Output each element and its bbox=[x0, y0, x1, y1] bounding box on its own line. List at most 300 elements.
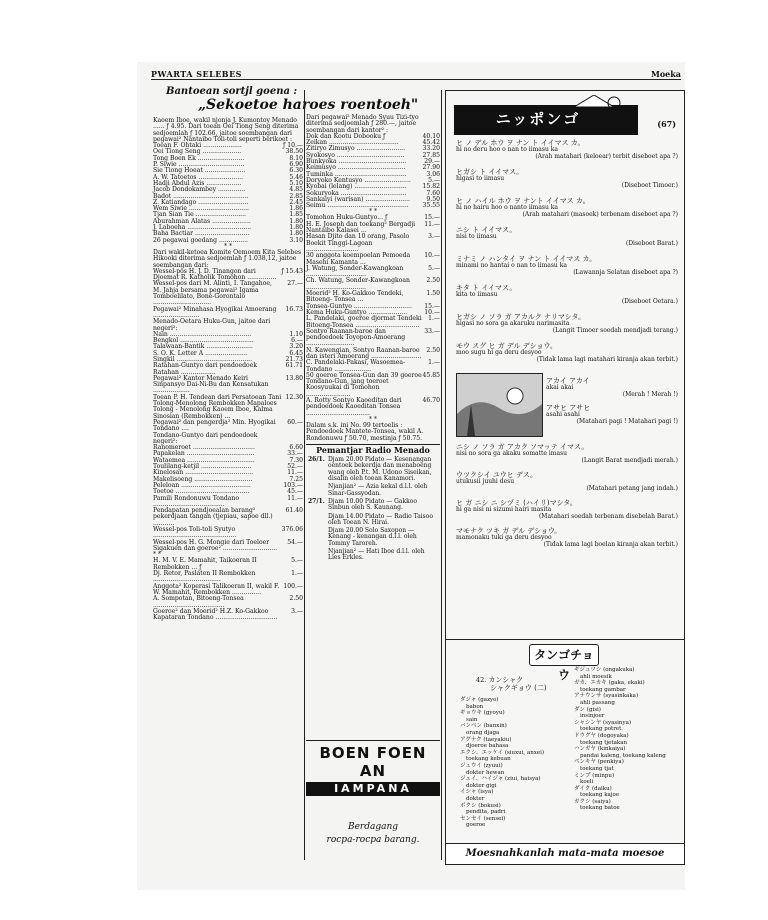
ledger-amount: 100.— bbox=[283, 582, 303, 590]
phrase-kana: ニシ ト イイマス。 bbox=[456, 226, 517, 234]
ledger-row bbox=[153, 508, 303, 527]
ledger-item: Wem Siwie ............................... bbox=[153, 205, 249, 213]
vocab-entry: ギョウキ (gyoyu) bbox=[460, 710, 505, 717]
vocab-entry: ギジュツシ (ongakuka) bbox=[574, 667, 635, 673]
ledger-amount: 7.30 bbox=[289, 456, 303, 464]
ledger-item: Nain .......................................... bbox=[153, 330, 252, 338]
ledger-item: Tjan Sian Tie .......................... bbox=[153, 211, 246, 219]
ledger-item: Sankaiyi (warisan) ....................... bbox=[306, 195, 410, 203]
ledger-amount: 9.50 bbox=[426, 195, 440, 203]
ledger-item: 26 pegawai goedang ............... bbox=[153, 236, 248, 244]
radio-date: 27/1. bbox=[308, 497, 325, 505]
phrase-kana: ヒ ノ デル ホウ ヲ ナン ト イイマス カ。 bbox=[456, 139, 585, 147]
ledger-amount: 15.— bbox=[424, 214, 440, 222]
vocab-entry: sain bbox=[466, 716, 478, 723]
vocab-entry: ダジャ (gazyo) bbox=[460, 697, 499, 703]
ledger-row bbox=[306, 329, 440, 348]
ledger-amount: ƒ 10.— bbox=[283, 142, 303, 150]
ledger-item: A. Sompotan, Bitoeng-Tonsea ..................................... bbox=[153, 595, 244, 609]
radio-row bbox=[308, 514, 438, 527]
vocab-entry: toekang potret bbox=[580, 726, 622, 733]
ledger-amount: 11.— bbox=[424, 220, 440, 228]
nippongo-column bbox=[445, 90, 685, 865]
ledger-amount: 12.30 bbox=[285, 393, 303, 401]
phrase-romaji: hi no hairu hoo o nanto iimasu ka bbox=[456, 204, 558, 211]
ledger-amount: 46.70 bbox=[422, 397, 440, 405]
ledger-item: Wessel-pos H. G. Mongie dari Toeloer Sigakuen dan goeroe² ............................ bbox=[153, 538, 278, 552]
radio-title: Pemantjar Radio Menado bbox=[316, 444, 430, 455]
ledger-amount: 1.50 bbox=[426, 290, 440, 298]
vocab-entry: ダイク (daiku) bbox=[574, 785, 612, 792]
banner-title: ニッポンゴ bbox=[495, 110, 581, 128]
radio-date: 26/1. bbox=[308, 456, 325, 464]
vocab-entry: toekang tjetakan bbox=[580, 739, 628, 746]
ledger-amount: 3.20 bbox=[289, 343, 303, 351]
ad-line-2: rocpa-rocpa barang. bbox=[326, 835, 420, 845]
ledger-amount: 45.42 bbox=[422, 139, 440, 147]
ledger-item: Tomohon Huku-Guntyo... ƒ bbox=[306, 214, 388, 222]
ledger-amount: 3.10 bbox=[289, 236, 303, 244]
ledger-item: Tonsea-Guntyo .............................. bbox=[306, 302, 412, 310]
ledger-item: Tondano-Guntyo dari pendoedoek negeri²: bbox=[153, 431, 258, 445]
ledger-item: Menado-Oetara Huku-Gun, jaitoe dari negeri²: bbox=[153, 318, 271, 332]
phrase bbox=[456, 499, 678, 520]
column-a bbox=[153, 118, 303, 621]
ledger-amount: 1.80 bbox=[289, 217, 303, 225]
ledger-amount bbox=[281, 319, 303, 332]
ledger-amount: 3.— bbox=[428, 233, 440, 241]
column-divider bbox=[304, 90, 305, 860]
ledger-row bbox=[306, 398, 440, 417]
ledger-item: Toetoe ...................................... bbox=[153, 488, 250, 496]
ledger-amount: 2.50 bbox=[289, 595, 303, 603]
radio-row bbox=[308, 457, 438, 482]
phrase bbox=[456, 313, 678, 334]
ledger-amount: 1.— bbox=[428, 359, 440, 367]
ledger-item: Seimu .......................................... bbox=[306, 202, 409, 210]
ledger-amount: 376.06 bbox=[281, 526, 303, 533]
footer-slogan: Moesnahkanlah mata-mata moesoe bbox=[446, 843, 684, 864]
ledger-item: Bengkol ...................................... bbox=[153, 337, 254, 345]
header-rule bbox=[151, 79, 681, 80]
phrase-translation: (Diseboet Timoer.) bbox=[621, 181, 678, 189]
ledger-row bbox=[153, 319, 303, 332]
vocab-entry: ミンプ (minpu) bbox=[574, 772, 615, 779]
ledger-amount: 27.— bbox=[287, 280, 303, 288]
erratum-note: Dalam s.k. ini No. 99 tertoelis : Pendoedoek Mantete-Tonsea, wakil A. Rondonuwu ƒ 50.70, mestinja ƒ 50.75. bbox=[306, 421, 424, 442]
rule bbox=[446, 639, 684, 640]
phrase-translation: (Diseboet Barat.) bbox=[625, 239, 678, 247]
ledger-row bbox=[306, 253, 440, 266]
phrase-kana: アカイ アカイ bbox=[546, 377, 590, 385]
ledger-row bbox=[306, 234, 440, 253]
ledger-item: Pegawai² Minahasa Hyogikai Amoerang ........................ bbox=[153, 305, 277, 319]
vocab-entry: ガカ、エカキ (gaka, ekaki) bbox=[574, 680, 645, 687]
ledger-item: Anggota² Koperasi Talikoeran II, wakil F. W. Mamahit, Rembokken ............... bbox=[153, 582, 280, 596]
ledger-amount: 15.— bbox=[424, 302, 440, 310]
sunrise-illustration bbox=[456, 373, 543, 437]
ledger-amount: 45.— bbox=[287, 488, 303, 496]
ad-title: BOEN FOEN AN bbox=[319, 744, 427, 780]
vocab-entry: dokter bbox=[466, 795, 485, 802]
ledger-amount: 103.— bbox=[283, 481, 303, 489]
ledger-item: * * bbox=[153, 551, 162, 559]
vocab-entry: pandai kaleng, toekang kaleng bbox=[580, 752, 666, 759]
ledger-amount: 1.— bbox=[291, 570, 303, 578]
vocab-entry: koeli bbox=[580, 779, 594, 786]
boen-foen-an-ad bbox=[306, 740, 440, 845]
ledger-amount: 45.85 bbox=[422, 371, 440, 379]
vocab-entry: ジュウイ (zyuui) bbox=[460, 762, 503, 769]
ledger-item: N. Kawengian, Sontyo Raanan-baroe dan isteri Amoerang .......................... bbox=[306, 346, 422, 360]
masthead: PWARTA SELEBES bbox=[151, 69, 242, 79]
vocab-list-left bbox=[460, 697, 560, 829]
phrase-romaji: higasi to iimasu bbox=[456, 175, 505, 182]
phrase-kana: ミナミ ノ ハンタイ ヲ ナン ト イイマス カ。 bbox=[456, 255, 597, 263]
ledger-item: Goeroe² dan Moerid² H.Z. Ko-Gakkoo Kapataran Tondano ................................ bbox=[153, 607, 278, 622]
separator: * * bbox=[369, 415, 377, 423]
ledger-row bbox=[306, 316, 440, 329]
radio-date bbox=[308, 514, 326, 527]
ledger-row bbox=[153, 527, 303, 540]
ledger-amount: 33.— bbox=[287, 450, 303, 458]
radio-row bbox=[308, 499, 438, 512]
vocab-entry: シャシンヤ (syasinya) bbox=[574, 719, 632, 726]
radio-row bbox=[308, 484, 438, 497]
phrase bbox=[456, 284, 678, 305]
ledger-amount: 3.06 bbox=[426, 170, 440, 178]
phrase bbox=[546, 404, 678, 425]
ledger-item: Hasan Djito dan 10 orang, Pasolo Boekit Tinggi-Lagoan ........................... bbox=[306, 233, 410, 253]
phrase-translation: (Tidak lama lagi boelan kiranja akan terbit.) bbox=[543, 540, 678, 548]
vocab-entry: goeroe bbox=[466, 822, 486, 829]
vocab-entry: ペンキヤ (penkiya) bbox=[574, 759, 624, 766]
ledger-amount: 27.90 bbox=[422, 164, 440, 172]
phrase-romaji: hi ga nisi ni sizumi hairi masita bbox=[456, 506, 552, 513]
ledger-item: Syokosyo ................................... bbox=[306, 151, 405, 159]
ledger-amount: 1.10 bbox=[289, 330, 303, 338]
ledger-item: Sie Tiong Hoeat ..................... bbox=[153, 167, 246, 175]
ledger-amount: 1.85 bbox=[289, 211, 303, 219]
phrase bbox=[546, 377, 678, 398]
phrase-romaji: moo sugu hi ga deru desyoo bbox=[456, 349, 542, 356]
ledger-amount: ƒ 15.43 bbox=[281, 267, 303, 275]
ledger-row bbox=[306, 360, 440, 373]
phrase-kana: モウ スグ ヒ ガ デル デショウ。 bbox=[456, 342, 557, 350]
ledger-item: Kinelosan ................................... bbox=[153, 469, 254, 477]
vocab-entry: ダン (gisi) bbox=[574, 706, 601, 713]
ledger-item: Kema Huku-Guntyo .................... bbox=[306, 308, 408, 316]
radio-date bbox=[308, 528, 326, 547]
ad-line-1: Berdagang bbox=[347, 822, 399, 832]
ledger-item: Toean P. H. Tendean dari Persatoean Tani Tolong-Menolong Rembokken Mapaloes Tolong - Menolong Kaoem Iboe, Kalma Sinosian (Rembokken) ... bbox=[153, 393, 282, 420]
vocab-kana-1: カンシャク bbox=[488, 676, 524, 684]
ledger-row bbox=[153, 571, 303, 584]
vocab-entry: toekang kebuan bbox=[466, 756, 511, 763]
column-a-para2: Dari wakil-ketoea Komite Oemoem Kita Selebes Hikooki diterima sedjoemlah ƒ 1.038,12, jaitoe soembangan dari: bbox=[153, 248, 302, 269]
page-label: Moeka bbox=[650, 69, 681, 79]
phrase-kana: ニシ ノ ソラ ガ アカク ソマッテ イマス。 bbox=[456, 443, 589, 451]
ledger-amount: 3.— bbox=[291, 607, 303, 615]
vocab-entry: pendita, padri bbox=[466, 809, 506, 816]
ledger-item: Kyobai (lelang) ........................... bbox=[306, 183, 407, 191]
phrase bbox=[456, 342, 678, 363]
column-b bbox=[306, 115, 440, 564]
radio-program: Njanjian² — Hati Iboe d.l.l. oleh Lies Erkles. bbox=[328, 548, 425, 562]
ledger-amount: 5.46 bbox=[289, 173, 303, 181]
ledger-amount: 6.45 bbox=[289, 349, 303, 357]
ledger-item: A. Rotty Sontyo Kaoeditan dari pendoedoek Kaoeditan Tonsea ................................. bbox=[306, 397, 402, 417]
ledger-amount: 29.— bbox=[424, 158, 440, 166]
phrase bbox=[456, 197, 678, 218]
radio-program: Djam 20.00 Pidato — Kesenangan oentoek bekerdja dan menaboeng wang oleh P.t. M. Udono Siseikan, disalin oleh toean Kanamori. bbox=[328, 456, 432, 483]
ledger-item: H. E. Joseph dan toekang² Bergadji Nantaibo Kalasei ... bbox=[306, 220, 416, 235]
ledger-amount: 2.50 bbox=[426, 277, 440, 285]
ledger-amount: 33.— bbox=[424, 327, 440, 335]
vocab-entry: ahli moesik bbox=[580, 673, 612, 680]
column-b-intro: Dari pegawai² Menado Syuu Tizi-tyo diterima sedjoemlah ƒ 280.—, jaitoe soembangan dari kantor² : bbox=[306, 114, 419, 134]
ledger-item: Doryoko Kentusyo ........................ bbox=[306, 176, 411, 184]
article-kicker: Bantoean sortjl goena : bbox=[166, 86, 298, 97]
phrase-kana: アサヒ アサヒ bbox=[546, 404, 591, 412]
ledger-amount: 1.80 bbox=[289, 230, 303, 238]
column-a-intro: Kaoem Iboe, wakil njonja J. Kumontoy Menado ...... ƒ 4.95. Dari toean Oei Tiong Seng diterima sedjoemlah ƒ 102.66, jaitoe soembangan dari pegawai² Nantaibo Toli-toli seperti berikoet : bbox=[153, 117, 299, 143]
ledger-amount: 1.86 bbox=[289, 205, 303, 213]
ledger-amount: 6.— bbox=[291, 337, 303, 345]
lesson-block-2 bbox=[456, 443, 678, 555]
phrase-romaji: nisi to iimasu bbox=[456, 233, 497, 240]
ledger-item: Wessel-pos Toli-toli Syutyo ........................................... bbox=[153, 526, 237, 540]
ledger-item: Ratahan-Guntyo dari pendoedoek Ratahan .................. bbox=[153, 362, 258, 376]
ledger-row bbox=[153, 281, 303, 306]
ledger-amount: 35.55 bbox=[422, 202, 440, 210]
ledger-amount: 6.60 bbox=[289, 444, 303, 452]
ledger-item: H. M. V. E. Mamahit, Taikoeran II Rembokken ... ƒ bbox=[153, 557, 257, 571]
ledger-item: A. W. Tatoetos ....................... bbox=[153, 173, 244, 181]
ledger-amount: 16.73 bbox=[285, 305, 303, 313]
ledger-item: Z. Katiandago .......................... bbox=[153, 198, 249, 206]
akai-verse bbox=[546, 377, 678, 431]
separator: * * bbox=[224, 242, 232, 250]
ledger-amount: 61.40 bbox=[285, 507, 303, 515]
landscape-icon bbox=[457, 374, 542, 436]
vocab-entry: ボクシ (bokusi) bbox=[460, 802, 501, 809]
vocab-entry: insinjoer bbox=[580, 713, 605, 720]
ledger-amount: 1.80 bbox=[289, 224, 303, 232]
ledger-item: Badot ....................................... bbox=[153, 192, 249, 200]
ledger-item: Oei Tiong Seng .................... bbox=[153, 148, 242, 156]
ledger-item: 50 goeroe Tonsea-Gun dan 39 goeroe Tondano-Gun, jang toeroet Koosyuukai di Tomohon ....................... bbox=[306, 371, 422, 398]
ledger-amount: 2.85 bbox=[289, 192, 303, 200]
phrase bbox=[456, 471, 678, 492]
phrase-translation: (Arah matahari (keloear) terbit diseboet apa ?) bbox=[535, 152, 678, 160]
vocab-entry: ハンガヤ (kinkaiya) bbox=[574, 746, 626, 753]
ledger-amount: 2.50 bbox=[426, 346, 440, 354]
phrase-translation: (Langit Barat mendjadi merah.) bbox=[581, 456, 678, 464]
ledger-amount: 4.85 bbox=[289, 186, 303, 194]
ledger-amount: 21.73 bbox=[285, 355, 303, 363]
radio-row bbox=[308, 549, 438, 562]
vocab-entry: toekang gambar bbox=[580, 686, 626, 693]
vocab-entry: バンベン (banxin) bbox=[460, 723, 507, 730]
ledger-item: Wataemea ................................... bbox=[153, 456, 255, 464]
vocab-entry: dokter gigi bbox=[466, 782, 497, 789]
ledger-amount: 10.— bbox=[424, 308, 440, 316]
ledger-row bbox=[153, 395, 303, 420]
radio-program: Djam 14.00 Pidato — Radio Taisoo oleh Toean N. Hirai. bbox=[328, 512, 433, 526]
ledger-item: L. Pandelaki, goeroe djormat Tendeki Bitoeng-Tonsea ................................. bbox=[306, 315, 422, 329]
vocab-heading: タンゴチョウ bbox=[529, 644, 599, 666]
ledger-amount: 61.71 bbox=[285, 362, 303, 370]
phrase-translation: (Langit Timoer soedah mendjadi terang.) bbox=[552, 326, 678, 334]
donation-list-b2 bbox=[306, 215, 440, 417]
ledger-amount: 15.82 bbox=[422, 183, 440, 191]
ledger-item: Zeikan .................................... bbox=[306, 139, 399, 147]
ledger-item: Toean F. Ohtaki .................... bbox=[153, 142, 242, 150]
phrase bbox=[456, 527, 678, 548]
ledger-amount: 54.— bbox=[287, 538, 303, 546]
ledger-amount: 27.85 bbox=[422, 151, 440, 159]
ledger-item: J. Laboeha ................................. bbox=[153, 224, 252, 232]
phrase-kana: キタ ト イイマス。 bbox=[456, 284, 517, 292]
ledger-item: Hadji Abdul Azis .................. bbox=[153, 179, 242, 187]
radio-program: Djam 10.00 Pidato — Gakkoo Sinbun oleh S. Kaunang. bbox=[328, 497, 418, 512]
radio-program: Djam 20.00 Solo Saxopon — Kenang - kenangan d.l.l. oleh Tommy Taroreh. bbox=[328, 527, 417, 547]
ledger-item: Baha Bactiar ............................ bbox=[153, 230, 250, 238]
ledger-amount: 33.20 bbox=[422, 145, 440, 153]
ledger-amount: 8.10 bbox=[289, 154, 303, 162]
ledger-item: S. O. K. Letter A ...................... bbox=[153, 349, 248, 357]
ledger-item: Papakelan ................................... bbox=[153, 450, 255, 458]
ledger-item: Wessel-pos dari M. Alinti, I. Tangahoe, M. Jahja bersama pegawai² Igama Tomboelilato, Bone-Gorontalo .............................. bbox=[153, 280, 272, 307]
ledger-item: Sontyo Raanan-baroe dan pendoedoek Toyopon-Amoerang ......................... bbox=[306, 327, 406, 348]
phrase-translation: (Matahari petang jang indah.) bbox=[586, 484, 678, 492]
phrase-translation: (Matahari soedah terbenam disebelah Barat.) bbox=[538, 512, 678, 520]
ledger-item: 30 anggota koempoelan Pemoeda Masehi Kamanta ... bbox=[306, 252, 411, 266]
vocab-entry: ahli passang bbox=[580, 699, 615, 706]
ledger-item: Pamili Rondonuwu Tondano ..................................... bbox=[153, 494, 240, 508]
phrase-kana: ヒ ノ ハイル ホウ ヲ ナント イイマス カ。 bbox=[456, 197, 590, 205]
radio-date bbox=[308, 484, 326, 497]
lesson-block-1 bbox=[456, 139, 678, 371]
phrase-translation: (Arah matahari (masoek) terbenam diseboet apa ?) bbox=[522, 210, 678, 218]
ledger-item: Makelisoeng .............................. bbox=[153, 475, 253, 483]
ledger-item: Pegawai² Kantor Menado Keiri Sinpansyo Dai-Ni-Bu dan Kensatukan ................... bbox=[153, 374, 269, 395]
phrase-translation: (Lawannja Selatan diseboet apa ?) bbox=[573, 268, 678, 276]
ledger-item: Zitiryo Zimusyo ......................... bbox=[306, 145, 406, 153]
ledger-amount: 1.— bbox=[428, 315, 440, 323]
ledger-item: Peleloan .................................... bbox=[153, 481, 251, 489]
phrase bbox=[456, 168, 678, 189]
ledger-item: Sokuryoka .................................. bbox=[306, 189, 407, 197]
ledger-item: Dok dan Kootu Dobooku ƒ bbox=[306, 132, 386, 140]
phrase-romaji: minami no hantai o nan to iimasu ka bbox=[456, 262, 567, 269]
column-divider bbox=[441, 90, 442, 860]
vocab-entry: アグナク (taeyakiu) bbox=[460, 736, 512, 743]
radio-row bbox=[308, 528, 438, 547]
ledger-item: Ch. Watung, Sonder-Kawangkoan ............................... bbox=[306, 277, 410, 291]
ledger-amount: 52.— bbox=[287, 463, 303, 471]
phrase bbox=[456, 443, 678, 464]
vocab-entry: toekang kajoe bbox=[580, 792, 620, 799]
phrase-translation: (Tidak lama lagi matahari kiranja akan terbit.) bbox=[536, 355, 678, 363]
ledger-item: Wessel-pos H. J. D. Tinangon dari Djoemat R. Katholik Tomohon ............... bbox=[153, 267, 277, 282]
ledger-amount: 13.80 bbox=[285, 374, 303, 382]
ledger-row bbox=[153, 363, 303, 376]
ledger-row bbox=[153, 540, 303, 553]
phrase-romaji: higasi no sora ga akaruku narimasita bbox=[456, 320, 570, 327]
phrase bbox=[456, 255, 678, 276]
phrase-romaji: nisi no sora ga akaku somatte imasu bbox=[456, 450, 568, 457]
ledger-amount: 10.— bbox=[424, 252, 440, 260]
vocab-entry: djoeroe bahasa bbox=[466, 743, 509, 750]
ledger-amount: 5.— bbox=[428, 264, 440, 272]
radio-program: Njanjian² — Azia kekal d.l.l. oleh Sinar-Gassyodan. bbox=[328, 483, 428, 497]
issue-number: (67) bbox=[657, 119, 676, 129]
phrase bbox=[456, 139, 678, 160]
phrase-romaji: mamonaku tuki ga deru desyoo bbox=[456, 534, 552, 541]
phrase-romaji: kita to iimasu bbox=[456, 291, 498, 298]
rule bbox=[306, 740, 440, 741]
vocab-number: 42. bbox=[476, 676, 487, 684]
vocab-entry: イシャ (isya) bbox=[460, 789, 494, 796]
ledger-amount: 7.60 bbox=[426, 189, 440, 197]
ledger-amount: 11.— bbox=[287, 494, 303, 502]
vocab-entry: babon bbox=[466, 703, 484, 710]
ledger-item: Pegawai² dan pengerdja² Min. Hyogikai Tondano .... bbox=[153, 418, 276, 433]
ledger-item: Aburahman Alatas .................... bbox=[153, 217, 251, 225]
ledger-item: Dj. Retor, Paslaten II Rembokken ................................... bbox=[153, 570, 256, 584]
vocab-entry: センセイ (sensei) bbox=[460, 815, 506, 822]
phrase-kana: ウツクシイ ユウヒ デス。 bbox=[456, 471, 537, 479]
ledger-item: Jacob Dondokambey .............. bbox=[153, 186, 246, 194]
phrase bbox=[456, 226, 678, 247]
phrase-romaji: hi no deru hoo o nan to iimasu ka bbox=[456, 146, 558, 153]
vocab-kana-2: シャクギョウ (二) bbox=[490, 684, 547, 692]
ledger-item: J. Watung, Sonder-Kawangkoan ............................... bbox=[306, 264, 404, 279]
ledger-amount: 2.45 bbox=[289, 198, 303, 206]
vocab-entry: dokter hewan bbox=[466, 769, 505, 776]
vocab-entry: ジュイ、ハイジャ (ziui, haisya) bbox=[460, 776, 541, 783]
ledger-row bbox=[153, 420, 303, 433]
ledger-row bbox=[306, 373, 440, 398]
phrase-kana: ヒガシ ノ ソラ ガ アカルク ナリマシタ。 bbox=[456, 313, 586, 321]
ledger-row bbox=[153, 376, 303, 395]
ledger-amount: 7.25 bbox=[289, 475, 303, 483]
phrase-kana: ヒガシ ト イイマス。 bbox=[456, 168, 524, 176]
vocab-entry: エクシ、エッケイ (siuxui, anxei) bbox=[460, 749, 545, 756]
ledger-amount: 6.30 bbox=[289, 167, 303, 175]
ledger-item: Ranomeroet ................................ bbox=[153, 444, 255, 452]
ledger-item: Moerid² H. Ko-Gakkoo Tendeki, Bitoeng- Tonsea ... bbox=[306, 290, 404, 304]
vocab-entry: orang djaga bbox=[466, 729, 500, 736]
phrase-kana: ヒ ガ ニシ ニ シヅミ (ハイリ)マシタ。 bbox=[456, 499, 577, 507]
ledger-amount: 6.90 bbox=[289, 161, 303, 169]
vocab-entry: ガクシ (saiya) bbox=[574, 798, 611, 805]
ledger-amount: 5.— bbox=[428, 176, 440, 184]
phrase-translation: (Matahari pagi ! Matahari pagi !) bbox=[576, 417, 678, 425]
ledger-amount: 60.— bbox=[287, 418, 303, 426]
vocab-entry: アナウンサ (syasinkaka) bbox=[574, 693, 639, 700]
ad-bar: IAMPANA bbox=[306, 782, 440, 796]
radio-date bbox=[308, 549, 326, 562]
ledger-row bbox=[153, 596, 303, 609]
separator: * * bbox=[369, 208, 377, 216]
phrase-translation: (Diseboet Oetara.) bbox=[621, 297, 678, 305]
ledger-amount: 40.10 bbox=[422, 132, 440, 140]
vocab-list-right bbox=[574, 667, 674, 812]
ledger-amount: 38.50 bbox=[285, 148, 303, 156]
